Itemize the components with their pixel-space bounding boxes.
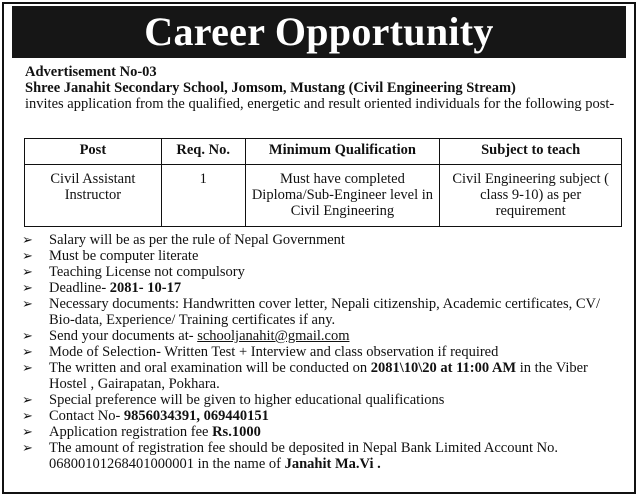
school-name: Shree Janahit Secondary School, Jomsom, Mustang (Civil Engineering Stream) bbox=[25, 80, 516, 96]
list-item bbox=[22, 264, 622, 280]
exam-venue: in the Viber Hostel , Gairapatan, Pokhara. bbox=[49, 360, 588, 392]
selection-text: Mode of Selection- Written Test + Interview and class observation if required bbox=[49, 344, 499, 360]
computer-text: Must be computer literate bbox=[49, 248, 199, 264]
list-item bbox=[22, 248, 622, 264]
fee-value: Rs.1000 bbox=[212, 424, 261, 440]
table-header-row bbox=[25, 139, 622, 165]
post-table bbox=[24, 138, 622, 227]
list-item bbox=[22, 328, 622, 344]
license-text: Teaching License not compulsory bbox=[49, 264, 245, 280]
list-item bbox=[22, 296, 622, 328]
exam-text: The written and oral examination will be conducted on bbox=[49, 360, 368, 376]
deadline-label: Deadline- bbox=[49, 280, 107, 296]
arrow-bullet-icon: ➢ bbox=[22, 280, 33, 295]
header-qualification: Minimum Qualification bbox=[245, 139, 440, 165]
email-link[interactable]: schooljanahit@gmail.com bbox=[197, 328, 350, 344]
arrow-bullet-icon: ➢ bbox=[22, 344, 33, 359]
documents-text: Necessary documents: Handwritten cover letter, Nepali citizenship, Academic certificates, CV/ Bio-data, Experience/ Training certificates if any. bbox=[49, 296, 601, 328]
cell-subject: Civil Engineering subject ( class 9-10) as per requirement bbox=[440, 165, 622, 227]
page-title: Career Opportunity bbox=[12, 6, 626, 58]
exam-datetime: 2081\10\20 at 11:00 AM bbox=[370, 360, 517, 376]
account-name: Janahit Ma.Vi . bbox=[284, 456, 381, 472]
list-item bbox=[22, 408, 622, 424]
contact-numbers: 9856034391, 069440151 bbox=[123, 408, 269, 424]
intro-section bbox=[25, 64, 623, 112]
cell-post: Civil Assistant Instructor bbox=[25, 165, 162, 227]
list-item bbox=[22, 232, 622, 248]
arrow-bullet-icon: ➢ bbox=[22, 408, 33, 423]
arrow-bullet-icon: ➢ bbox=[22, 264, 33, 279]
advertisement-number: Advertisement No-03 bbox=[25, 64, 157, 80]
header-subject: Subject to teach bbox=[440, 139, 622, 165]
arrow-bullet-icon: ➢ bbox=[22, 392, 33, 407]
arrow-bullet-icon: ➢ bbox=[22, 296, 33, 311]
salary-text: Salary will be as per the rule of Nepal Government bbox=[49, 232, 345, 248]
list-item bbox=[22, 280, 622, 296]
cell-qualification: Must have completed Diploma/Sub-Engineer level in Civil Engineering bbox=[245, 165, 440, 227]
list-item bbox=[22, 360, 622, 392]
send-label: Send your documents at- bbox=[49, 328, 194, 344]
list-item bbox=[22, 392, 622, 408]
deposit-text: The amount of registration fee should be deposited in Nepal Bank Limited Account No. 06800101268401000001 in the name of bbox=[49, 440, 558, 472]
fee-label: Application registration fee bbox=[49, 424, 209, 440]
preference-text: Special preference will be given to higher educational qualifications bbox=[49, 392, 445, 408]
arrow-bullet-icon: ➢ bbox=[22, 328, 33, 343]
invitation-text: invites application from the qualified, energetic and result oriented individuals for the following post- bbox=[25, 96, 615, 112]
arrow-bullet-icon: ➢ bbox=[22, 440, 33, 455]
list-item bbox=[22, 424, 622, 440]
requirements-list bbox=[22, 232, 622, 472]
arrow-bullet-icon: ➢ bbox=[22, 232, 33, 247]
arrow-bullet-icon: ➢ bbox=[22, 248, 33, 263]
deadline-value: 2081- 10-17 bbox=[109, 280, 182, 296]
list-item bbox=[22, 344, 622, 360]
cell-req-no: 1 bbox=[161, 165, 245, 227]
arrow-bullet-icon: ➢ bbox=[22, 424, 33, 439]
list-item bbox=[22, 440, 622, 472]
table-row bbox=[25, 165, 622, 227]
header-req-no: Req. No. bbox=[161, 139, 245, 165]
header-post: Post bbox=[25, 139, 162, 165]
contact-label: Contact No- bbox=[49, 408, 121, 424]
arrow-bullet-icon: ➢ bbox=[22, 360, 33, 375]
